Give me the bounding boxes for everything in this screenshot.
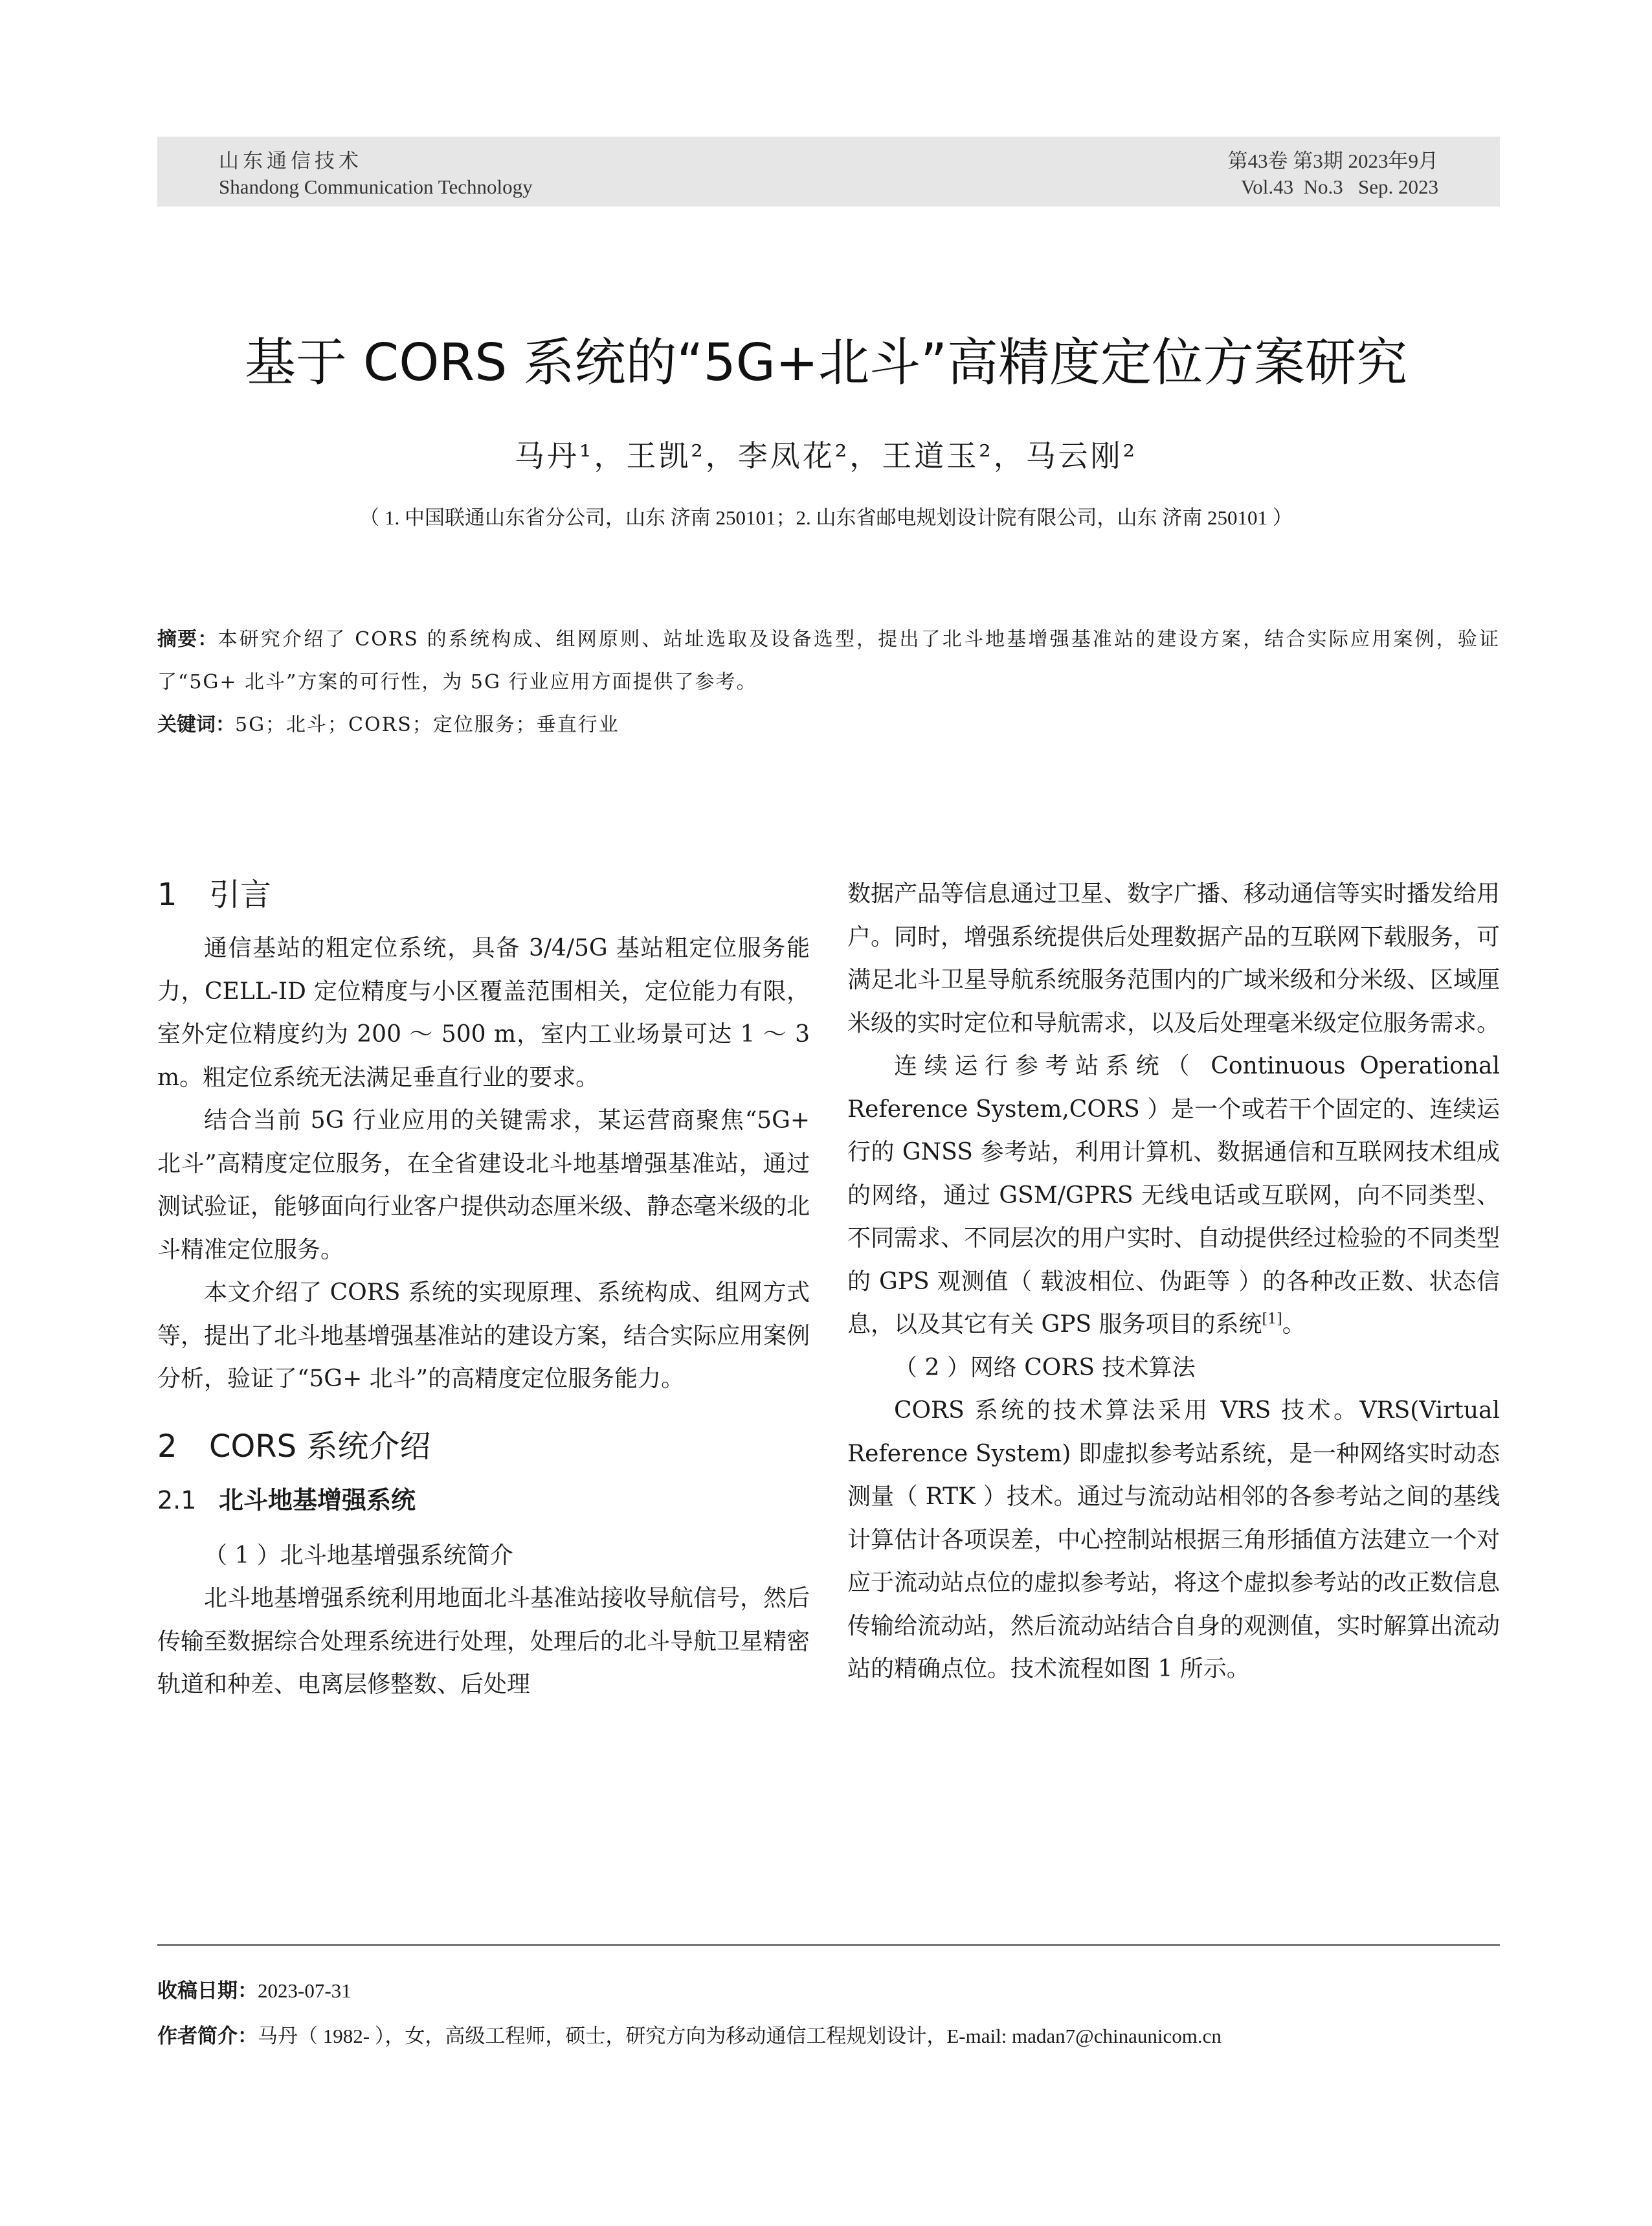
journal-name-cn: 山东通信技术 [219,150,363,172]
abstract-label: 摘要： [157,628,218,651]
paragraph: CORS 系统的技术算法采用 VRS 技术。VRS(Virtual Reference System) 即虚拟参考站系统，是一种网络实时动态测量（ RTK ）技术。通过与流动站相邻的各参考站之间的基线计算估计各项误差，中心控制站根据三角形插值方法建立一个对应于流动站点位的虚拟参考站，将这个虚拟参考站的改正数信息传输给流动站，然后流动站结合自身的观测值，实时解算出流动站的精确点位。技术流程如图 1 所示。 [847,1397,1501,1682]
subsection-2-1-heading [157,1478,810,1523]
received-label: 收稿日期： [157,1979,258,2003]
abstract [157,618,1500,704]
abstract-text: 本研究介绍了 CORS 的系统构成、组网原则、站址选取及设备选型，提出了北斗地基增强基准站的建设方案，结合实际应用案例，验证了“5G+ 北斗”方案的可行性，为 5G 行业应用方面提供了参考。 [157,628,1500,693]
section-title: 引言 [209,877,272,913]
section-1-heading [157,869,810,921]
paper-title: 基于 CORS 系统的“5G+北斗”高精度定位方案研究 [244,333,1408,392]
left-column [157,869,810,1707]
keywords-text: 5G；北斗；CORS；定位服务；垂直行业 [235,714,620,736]
bio-value: 马丹（ 1982- ），女，高级工程师，硕士，研究方向为移动通信工程规划设计，E-mail: madan7@chinaunicom.cn [258,2025,1222,2047]
subsection-number: 2.1 [157,1485,197,1514]
paragraph-text: 连续运行参考站系统（ Continuous Operational Reference System,CORS ）是一个或若干个固定的、连续运行的 GNSS 参考站，利用计算机、数据通信和互联网技术组成的网络，通过 GSM/GPRS 无线电话或互联网，向不同类型、不同需求、不同层次的用户实时、自动提供经过检验的不同类型的 GPS 观测值（ 载波相位、伪距等 ）的各种改正数、状态信息，以及其它有关 GPS 服务项目的系统 [847,1053,1501,1338]
author-bio [157,2014,1500,2059]
journal-name-en: Shandong Communication Technology [219,175,533,198]
author-list: 马丹¹，王凯²，李凤花²，王道玉²，马云刚² [514,438,1138,473]
journal-header [157,137,1500,207]
paragraph: 北斗地基增强系统利用地面北斗基准站接收导航信号，然后传输至数据综合处理系统进行处理，处理后的北斗导航卫星精密轨道和种差、电离层修整数、后处理 [157,1585,810,1698]
paragraph: 通信基站的粗定位系统，具备 3/4/5G 基站粗定位服务能力，CELL-ID 定位精度与小区覆盖范围相关，定位能力有限，室外定位精度约为 200 ～ 500 m，室内工业场景可达 1 ～ 3 m。粗定位系统无法满足垂直行业的要求。 [157,935,810,1091]
issue-info-cn: 第43卷 第3期 2023年9月 [1227,150,1438,172]
section-number: 2 [157,1428,177,1465]
issue-info-en: Vol.43 No.3 Sep. 2023 [1240,175,1438,198]
abstract-section [157,618,1500,747]
list-item-heading: （ 2 ）网络 CORS 技术算法 [894,1354,1196,1381]
paragraph: 本文介绍了 CORS 系统的实现原理、系统构成、组网方式等，提出了北斗地基增强基准站的建设方案，结合实际应用案例分析，验证了“5G+ 北斗”的高精度定位服务能力。 [157,1279,810,1392]
citation-ref: [1] [1262,1311,1282,1327]
section-title: CORS 系统介绍 [209,1428,431,1465]
paragraph-continued: 数据产品等信息通过卫星、数字广播、移动通信等实时播发给用户。同时，增强系统提供后处理数据产品的互联网下载服务，可满足北斗卫星导航系统服务范围内的广域米级和分米级、区域厘米级的实时定位和导航需求，以及后处理毫米级定位服务需求。 [847,881,1501,1037]
footnote [157,1968,1500,2059]
subsection-title: 北斗地基增强系统 [219,1485,416,1514]
footer-divider [157,1944,1500,1946]
keywords [157,704,1500,747]
header-left [219,148,533,200]
paragraph-end: 。 [1282,1311,1306,1338]
paragraph: 结合当前 5G 行业应用的关键需求，某运营商聚焦“5G+ 北斗”高精度定位服务，在全省建设北斗地基增强基准站，通过测试验证，能够面向行业客户提供动态厘米级、静态毫米级的北斗精准定位服务。 [157,1107,810,1263]
bio-label: 作者简介： [157,2025,258,2048]
received-value: 2023-07-31 [258,1979,352,2002]
list-item-heading: （ 1 ）北斗地基增强系统简介 [204,1542,513,1569]
paragraph [847,1045,1500,1347]
affiliations: （ 1. 中国联通山东省分公司，山东 济南 250101；2. 山东省邮电规划设计院有限公司，山东 济南 250101 ） [359,506,1293,529]
header-right [1228,148,1439,200]
section-number: 1 [157,877,177,913]
received-date [157,1968,1500,2014]
right-column [847,873,1500,1691]
section-2-heading [157,1421,810,1472]
keywords-label: 关键词： [157,714,235,736]
